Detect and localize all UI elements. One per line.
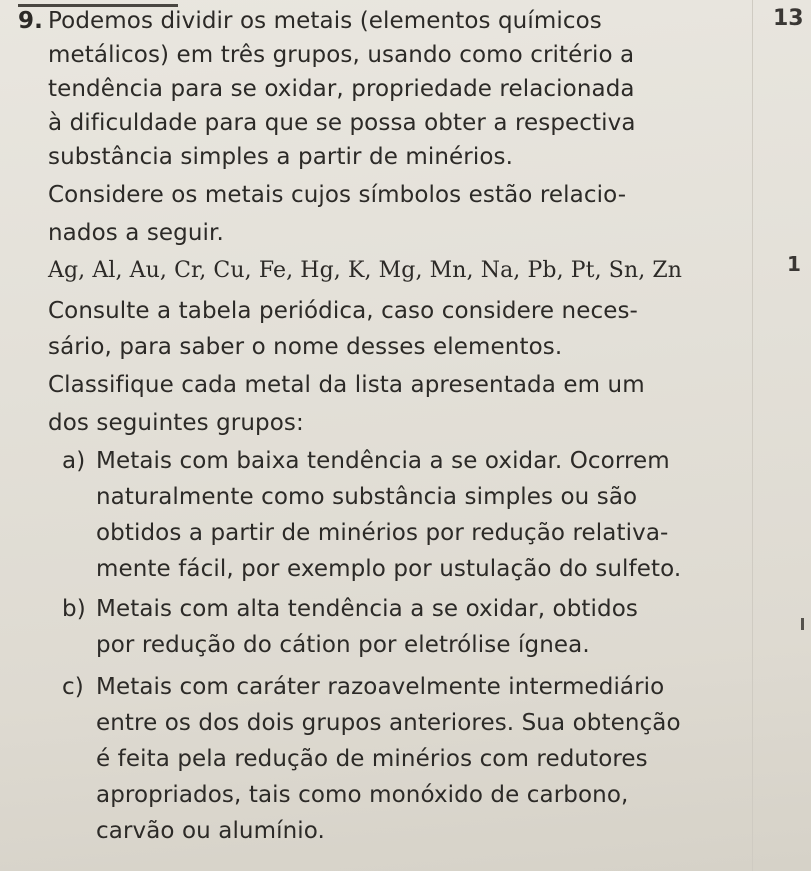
group-c-label: c) [62,674,84,700]
question-line: à dificuldade para que se possa obter a respectiva [48,110,636,136]
question-line: Consulte a tabela periódica, caso considere neces- [48,298,638,324]
group-a-line: obtidos a partir de minérios por redução relativa- [96,520,669,546]
group-a-line: Metais com baixa tendência a se oxidar. Ocorrem [96,448,670,474]
group-c-line: é feita pela redução de minérios com redutores [96,746,648,772]
question-line: dos seguintes grupos: [48,410,304,436]
question-number: 9. [18,8,43,34]
column-divider [752,0,753,871]
group-c-line: apropriados, tais como monóxido de carbono, [96,782,629,808]
group-a-label: a) [62,448,86,474]
group-b-line: por redução do cátion por eletrólise ígnea. [96,632,590,658]
group-b-label: b) [62,596,86,622]
cut-off-number: 1 [787,252,801,276]
question-line: Podemos dividir os metais (elementos químicos [48,8,602,34]
metal-symbols-list: Ag, Al, Au, Cr, Cu, Fe, Hg, K, Mg, Mn, Na, Pb, Pt, Sn, Zn [48,258,683,283]
group-a-line: naturalmente como substância simples ou são [96,484,638,510]
group-c-line: Metais com caráter razoavelmente intermediário [96,674,665,700]
page-number: 13 [773,6,804,31]
question-line: Classifique cada metal da lista apresentada em um [48,372,645,398]
group-b-line: Metais com alta tendência a se oxidar, obtidos [96,596,638,622]
question-line: substância simples a partir de minérios. [48,144,514,170]
question-line: metálicos) em três grupos, usando como critério a [48,42,635,68]
cut-off-mark [801,618,804,630]
question-line: sário, para saber o nome desses elementos. [48,334,563,360]
group-a-line: mente fácil, por exemplo por ustulação do sulfeto. [96,556,682,582]
group-c-line: entre os dos dois grupos anteriores. Sua obtenção [96,710,681,736]
question-line: nados a seguir. [48,220,224,246]
question-line: Considere os metais cujos símbolos estão relacio- [48,182,627,208]
question-line: tendência para se oxidar, propriedade relacionada [48,76,635,102]
group-c-line: carvão ou alumínio. [96,818,325,844]
